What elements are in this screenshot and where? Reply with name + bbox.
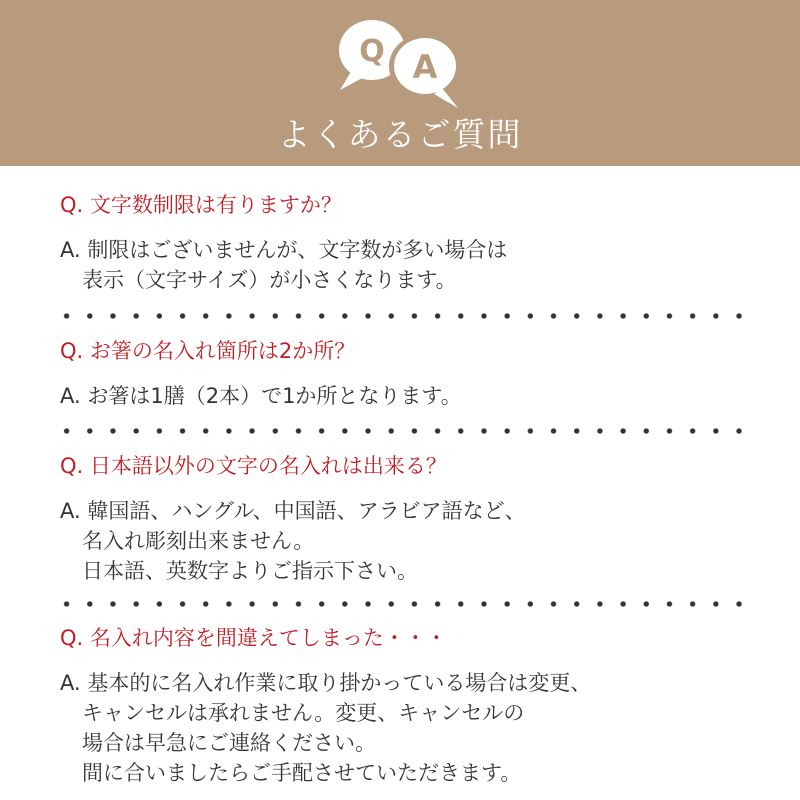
answer-line: A. お箸は1膳（2本）で1か所となります。	[60, 384, 462, 408]
dotted-divider	[55, 428, 750, 434]
page-title: よくあるご質問	[277, 115, 523, 154]
answer-line: 日本語、英数字よりご指示下さい。	[82, 559, 418, 583]
faq-question: Q. お箸の名入れ箇所は2か所？	[60, 339, 356, 363]
answer-line: 名入れ彫刻出来ません。	[82, 529, 315, 553]
dotted-divider	[55, 313, 750, 319]
faq-answer	[60, 235, 507, 295]
answer-line: 表示（文字サイズ）が小さくなります。	[82, 268, 457, 292]
dotted-divider	[55, 601, 750, 607]
faq-question: Q. 日本語以外の文字の名入れは出来る？	[60, 454, 447, 478]
answer-line: A. 基本的に名入れ作業に取り掛かっている場合は変更、	[60, 671, 592, 695]
answer-line: A. 制限はございませんが、文字数が多い場合は	[60, 238, 508, 262]
faq-answer	[60, 381, 462, 411]
answer-line: 間に合いましたらご手配させていただきます。	[82, 761, 522, 785]
answer-line: 場合は早急にご連絡ください。	[82, 731, 376, 755]
a-letter: A	[412, 48, 438, 86]
faq-answer	[60, 668, 591, 788]
faq-question: Q. 文字数制限は有りますか？	[60, 193, 342, 217]
faq-question: Q. 名入れ内容を間違えてしまった・・・	[60, 626, 447, 650]
qa-speech-bubbles-icon	[330, 8, 470, 108]
q-letter: Q	[359, 34, 385, 69]
answer-line: A. 韓国語、ハングル、中国語、アラビア語など、	[60, 499, 526, 523]
header-banner	[0, 0, 800, 166]
faq-answer	[60, 496, 526, 586]
answer-line: キャンセルは承れません。変更、キャンセルの	[82, 701, 525, 725]
